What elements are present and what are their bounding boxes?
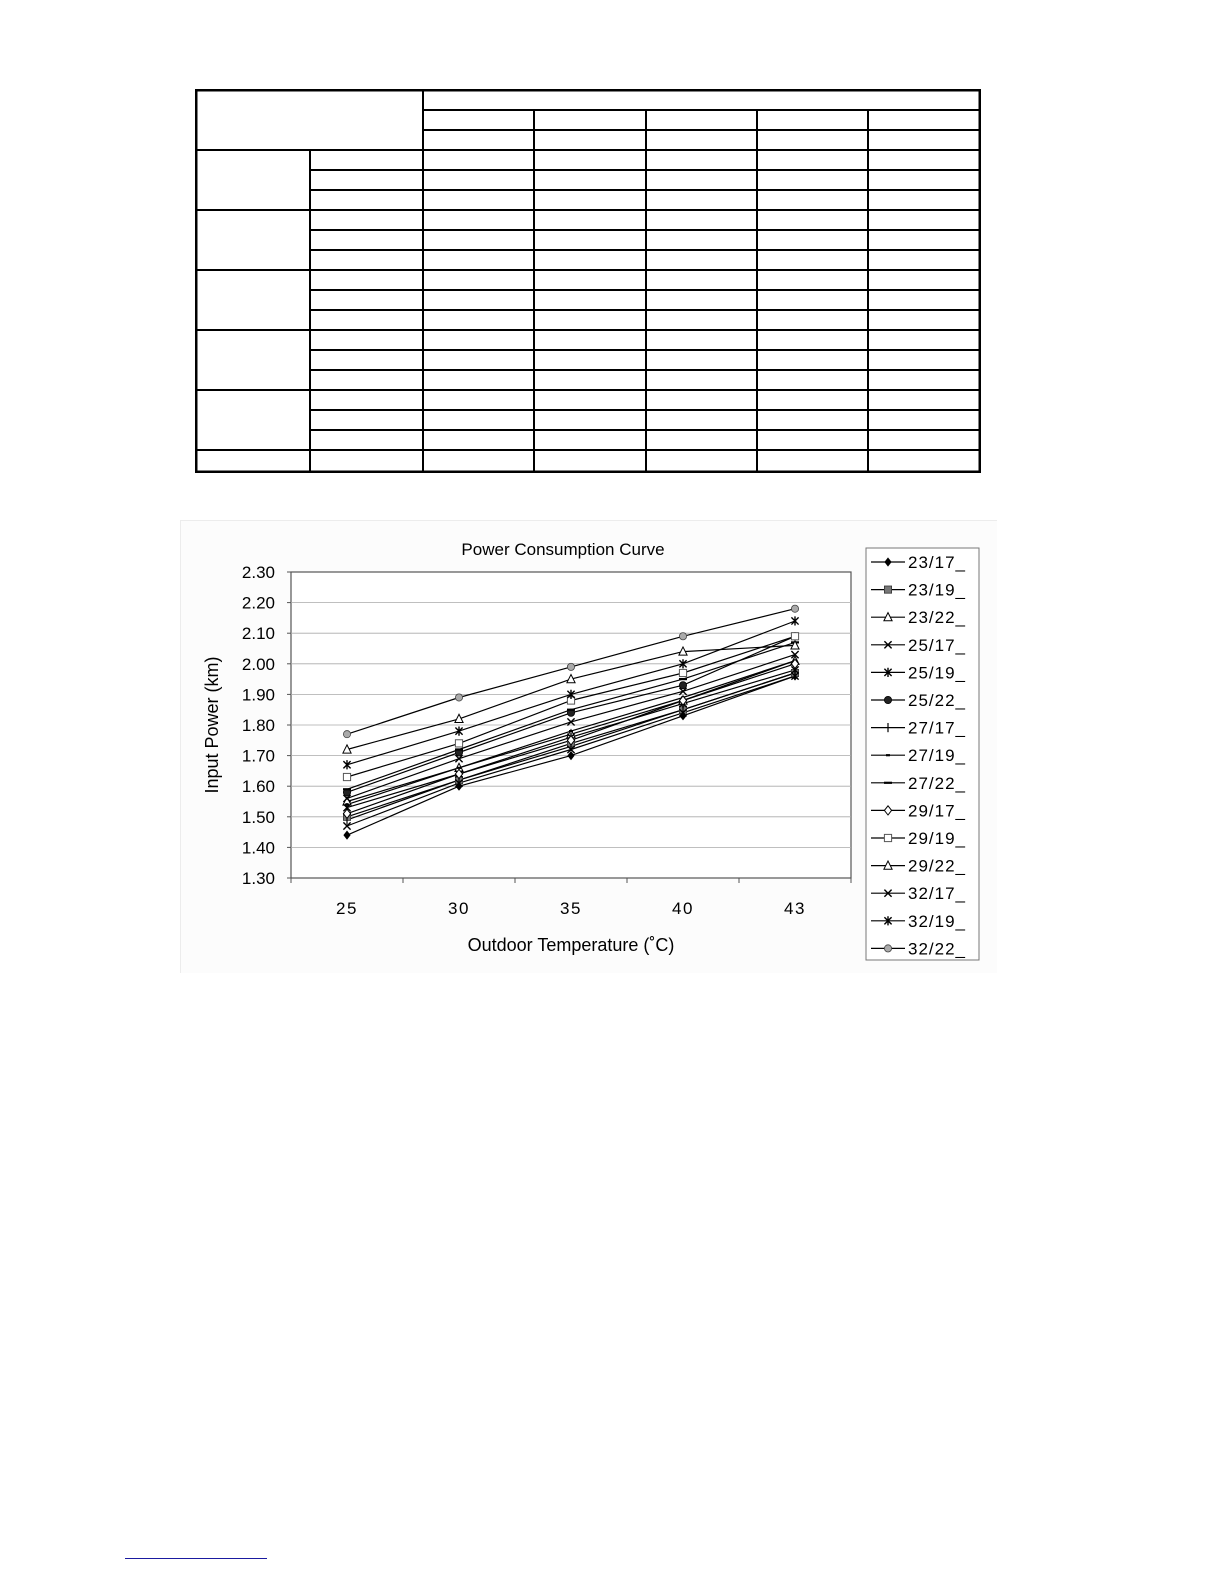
x-tick-label: 25 [336,899,358,918]
chart-canvas [181,521,997,973]
y-tick-label: 1.50 [241,807,275,827]
data-point [679,633,686,640]
legend-swatch-marker [884,945,891,952]
data-point [679,669,686,676]
legend-entry: 25/22_ [908,691,966,710]
x-tick-label: 43 [784,899,806,918]
legend-entry: 32/17_ [908,884,966,904]
y-tick-label: 1.70 [241,746,275,766]
y-tick-label: 2.00 [241,654,275,674]
x-tick-label: 30 [448,899,470,918]
legend-entry: 23/17_ [908,553,966,572]
legend-entry: 32/19_ [908,911,966,931]
x-tick-label: 40 [672,899,694,918]
legend-entry: 29/22_ [908,856,966,876]
data-point [679,682,686,689]
legend-entry: 29/17_ [908,801,966,821]
legend-entry: 27/19_ [908,746,966,766]
data-point [455,694,462,701]
y-axis [242,563,291,888]
data-point [455,740,462,747]
data-point [343,773,350,780]
data-point [791,633,798,640]
y-axis-label: Input Power (km) [202,656,222,794]
y-tick-label: 1.90 [241,685,275,705]
legend-swatch-marker [884,586,891,593]
legend-entry: 29/19_ [908,829,966,848]
legend-swatch-marker [884,834,891,841]
legend-entry: 27/17_ [908,718,966,738]
legend-entry: 32/22_ [908,939,966,959]
x-axis [291,878,851,918]
data-point [567,663,574,670]
x-tick-label: 35 [560,899,582,918]
y-tick-label: 1.80 [241,716,275,735]
legend-entry: 27/22_ [908,773,966,793]
data-point [791,605,798,612]
legend-entry: 23/22_ [908,608,966,628]
legend-entry: 23/19_ [908,580,966,600]
x-axis-label: Outdoor Temperature (˚C) [467,935,675,955]
y-tick-label: 2.20 [241,593,275,613]
legend-swatch-marker [884,696,891,703]
footnote-rule [125,1558,267,1559]
legend-entry: 25/17_ [908,635,966,655]
y-tick-label: 2.30 [241,563,275,582]
power-consumption-chart [180,520,997,973]
data-point [343,731,350,738]
empty-table-grid [195,89,981,473]
y-tick-label: 1.30 [241,869,275,888]
y-tick-label: 1.40 [241,838,275,858]
chart-title: Power Consumption Curve [461,540,665,559]
legend-entry: 25/19_ [908,663,966,683]
y-tick-label: 2.10 [241,624,275,644]
y-tick-label: 1.60 [241,777,275,797]
